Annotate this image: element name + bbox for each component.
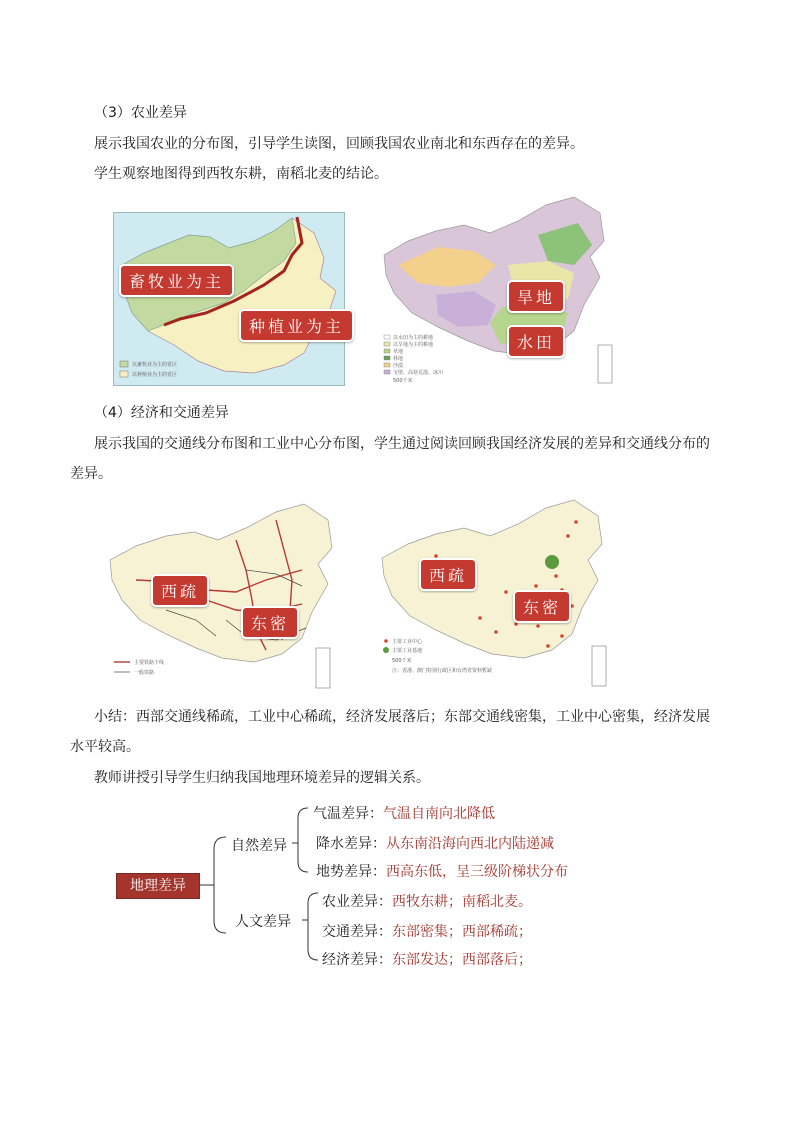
tree-root: 地理差异 (116, 873, 200, 899)
scale-text: 500千米 (393, 378, 413, 384)
legend-text: 草地 (393, 349, 404, 355)
legend-text: 主要工业基地 (392, 648, 423, 654)
summary-paragraph: 小结：西部交通线稀疏，工业中心稀疏，经济发展落后；东部交通线密集，工业中心密集，经济发展 (94, 709, 710, 725)
legend-text: 戈壁、高寒荒漠、冰川 (393, 370, 444, 376)
map-label-pastoral: 畜牧业为主 (119, 264, 234, 297)
tree-node-nature: 自然差异 (231, 838, 287, 854)
legend-text: 林地 (393, 356, 404, 362)
section-heading-economy: （4）经济和交通差异 (94, 405, 229, 421)
tree-leaf-transport (322, 921, 532, 941)
tree-leaf-precipitation (316, 833, 554, 853)
map-label-paddy: 水田 (507, 325, 565, 358)
paragraph: 学生观察地图得到西牧东耕，南稻北麦的结论。 (94, 166, 388, 182)
tree-leaf-key: 交通差异： (322, 924, 392, 940)
map-label-west-sparse: 西疏 (151, 574, 209, 607)
scale-text: 500千米 (392, 658, 412, 664)
section-heading-agriculture: （3）农业差异 (94, 105, 187, 121)
legend-text: 主要铁路干线 (134, 660, 165, 666)
legend-text: 以水田为主的耕地 (393, 335, 434, 341)
paragraph: 展示我国的交通线分布图和工业中心分布图，学生通过阅读回顾我国经济发展的差异和交通线分布的 (94, 436, 710, 452)
tree-leaf-key: 地势差异： (316, 864, 386, 880)
tree-leaf-value: 从东南沿海向西北内陆递减 (386, 836, 554, 852)
legend-text: 以旱地为主的耕地 (393, 342, 434, 348)
map-label-east-dense: 东密 (241, 606, 299, 639)
map-label-west-sparse: 西疏 (419, 558, 477, 591)
paragraph: 教师讲授引导学生归纳我国地理环境差异的逻辑关系。 (94, 770, 430, 786)
tree-leaf-key: 降水差异： (316, 836, 386, 852)
tree-leaf-value: 东部密集；西部稀疏； (392, 924, 532, 940)
tree-leaf-value: 东部发达；西部落后； (392, 952, 532, 968)
legend-text: 以种植业为主的省区 (132, 372, 178, 378)
paragraph: 展示我国农业的分布图，引导学生读图，回顾我国农业南北和东西存在的差异。 (94, 136, 584, 152)
map-label-east-dense: 东密 (513, 590, 571, 623)
tree-node-human: 人文差异 (235, 914, 291, 930)
tree-leaf-key: 农业差异： (322, 894, 392, 910)
tree-leaf-value: 西高东低，呈三级阶梯状分布 (386, 864, 568, 880)
legend-text: 一般铁路 (134, 670, 155, 676)
paragraph: 差异。 (70, 466, 112, 482)
map-note: 注：香港、澳门特别行政区和台湾省资料暂缺 (392, 668, 493, 674)
tree-leaf-value: 气温自南向北降低 (383, 806, 495, 822)
summary-paragraph: 水平较高。 (70, 739, 140, 755)
map-label-farming: 种植业为主 (239, 309, 354, 342)
tree-leaf-agriculture (322, 891, 532, 911)
legend-text: 以畜牧业为主的省区 (132, 362, 178, 368)
legend-text: 沙漠 (393, 363, 404, 369)
map-label-dryland: 旱地 (507, 280, 565, 313)
tree-leaf-key: 气温差异： (313, 806, 383, 822)
tree-leaf-key: 经济差异： (322, 952, 392, 968)
tree-leaf-economy (322, 949, 532, 969)
tree-leaf-terrain (316, 861, 568, 881)
tree-leaf-value: 西牧东耕；南稻北麦。 (392, 894, 532, 910)
tree-leaf-temperature (313, 803, 495, 823)
legend-text: 主要工业中心 (392, 639, 423, 645)
